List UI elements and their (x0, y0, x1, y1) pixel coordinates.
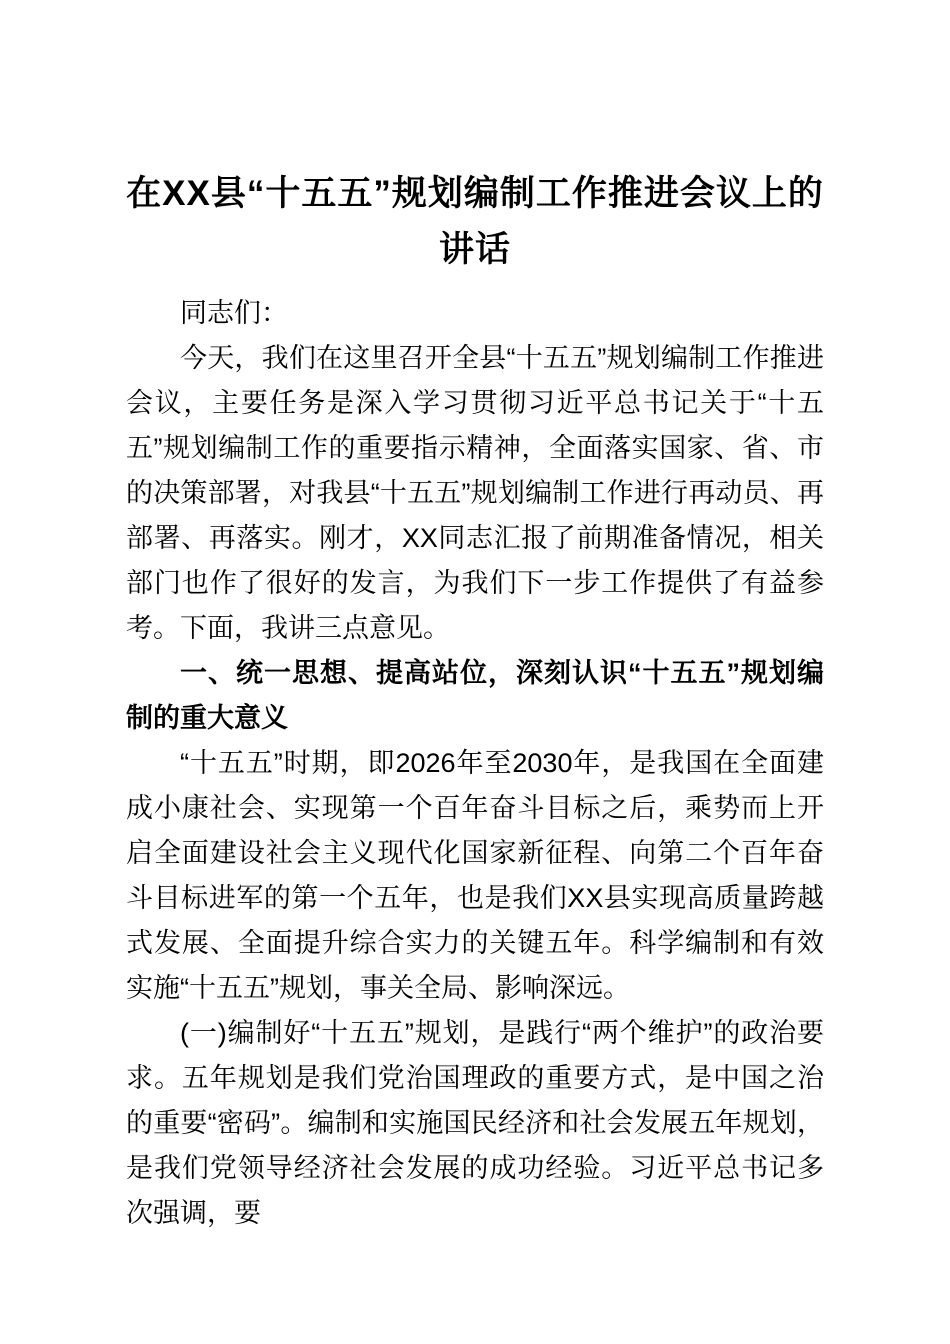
paragraph-period-significance: “十五五”时期，即2026年至2030年，是我国在全面建成小康社会、实现第一个百年奋斗目标之后，乘势而上开启全面建设社会主义现代化国家新征程、向第二个百年奋斗目标进军的第一个五年，也是我们XX县实现高质量跨越式发展、全面提升综合实力的关键五年。科学编制和有效实施“十五五”规划，事关全局、影响深远。 (126, 748, 824, 1003)
salutation-paragraph: 同志们： (180, 298, 288, 328)
opening-paragraph: 今天，我们在这里召开全县“十五五”规划编制工作推进会议，主要任务是深入学习贯彻习近平总书记关于“十五五”规划编制工作的重要指示精神，全面落实国家、省、市的决策部署，对我县“十五五”规划编制工作进行再动员、再部署、再落实。刚才，XX同志汇报了前期准备情况，相关部门也作了很好的发言，为我们下一步工作提供了有益参考。下面，我讲三点意见。 (126, 343, 824, 643)
section-heading-one: 一、统一思想、提高站位，深刻认识“十五五”规划编制的重大意义 (126, 658, 824, 733)
paragraph-political-requirement: (一)编制好“十五五”规划，是践行“两个维护”的政治要求。五年规划是我们党治国理政的重要方式，是中国之治的重要“密码”。编制和实施国民经济和社会发展五年规划，是我们党领导经济社会发展的成功经验。习近平总书记多次强调，要 (126, 1018, 824, 1228)
document-title: 在XX县“十五五”规划编制工作推进会议上的讲话 (126, 174, 824, 269)
